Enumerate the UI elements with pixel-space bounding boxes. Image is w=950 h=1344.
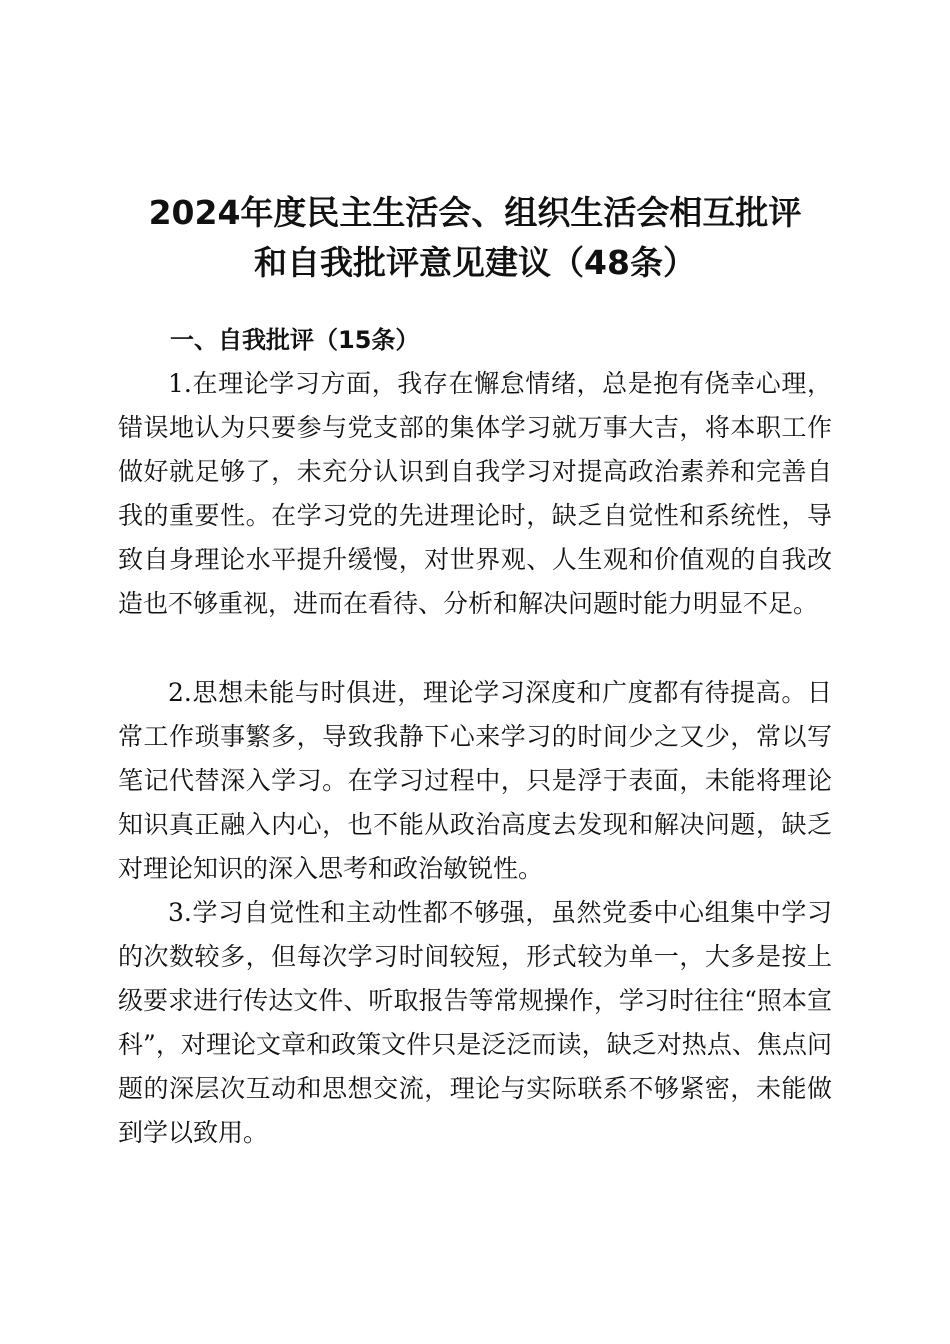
section-heading-self-criticism: 一、自我批评（15条） [170,326,420,354]
paragraph-2-container [118,671,832,891]
paragraph-1-container [118,362,832,626]
paragraph-3: 3.学习自觉性和主动性都不够强，虽然党委中心组集中学习的次数较多，但每次学习时间较短，形式较为单一，大多是按上级要求进行传达文件、听取报告等常规操作，学习时往往“照本宣科”，对理论文章和政策文件只是泛泛而读，缺乏对热点、焦点问题的深层次互动和思想交流，理论与实际联系不够紧密，未能做到学以致用。 [118,898,832,1147]
paragraph-1: 1.在理论学习方面，我存在懈怠情绪，总是抱有侥幸心理，错误地认为只要参与党支部的集体学习就万事大吉，将本职工作做好就足够了，未充分认识到自我学习对提高政治素养和完善自我的重要性。在学习党的先进理论时，缺乏自觉性和系统性，导致自身理论水平提升缓慢，对世界观、人生观和价值观的自我改造也不够重视，进而在看待、分析和解决问题时能力明显不足。 [118,369,832,618]
page-bottom-margin [0,1200,950,1344]
paragraph-2: 2.思想未能与时俱进，理论学习深度和广度都有待提高。日常工作琐事繁多，导致我静下心来学习的时间少之又少，常以写笔记代替深入学习。在学习过程中，只是浮于表面，未能将理论知识真正融入内心，也不能从政治高度去发现和解决问题，缺乏对理论知识的深入思考和政治敏锐性。 [118,678,832,883]
title-line-2: 和自我批评意见建议（48条） [254,243,696,282]
title-line-1: 2024年度民主生活会、组织生活会相互批评 [148,193,802,232]
paragraph-3-container [118,891,832,1155]
document-title [100,188,850,288]
